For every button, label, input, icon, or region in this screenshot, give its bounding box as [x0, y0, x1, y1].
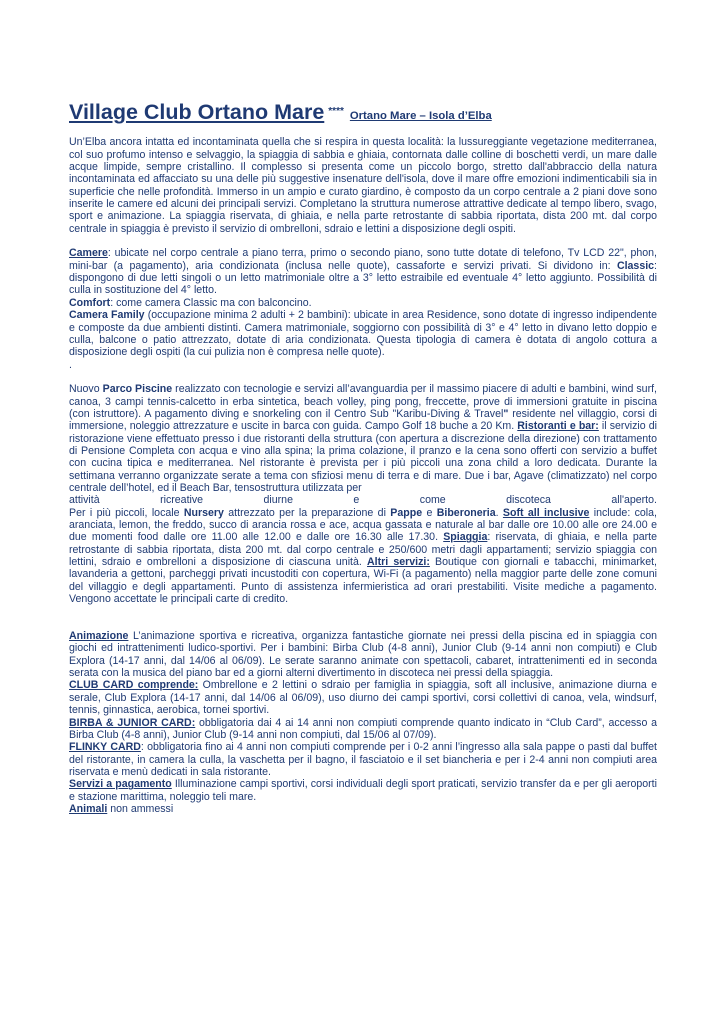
- justified-line: [69, 494, 657, 506]
- servizi-text: Illuminazione campi sportivi, corsi individuali degli sport praticati, servizio transfer da e per gli aeroporti e stazione marittima, noleggio teli mare.: [69, 778, 657, 803]
- clubcard-heading: CLUB CARD comprende:: [69, 679, 199, 692]
- nuovo-text: Nuovo: [69, 383, 103, 396]
- flinky-heading: FLINKY CARD: [69, 741, 141, 754]
- birba-text: obbligatoria dai 4 ai 14 anni non compiuti comprende quanto indicato in “Club Card”, accesso a Birba Club (4-8 anni), Junior Club (9-14 anni non compiuti, dal 15/06 al 07/09).: [69, 716, 657, 741]
- spread-word: attività: [69, 494, 100, 507]
- birba-heading: BIRBA & JUNIOR CARD:: [69, 716, 196, 729]
- parco-text: realizzato con tecnologie e servizi all’avanguardia per il massimo piacere di adulti e bambini, wind surf, canoa, 3 campi tennis-calcetto in erba sintetica, beach volley, ping pong, freccette, prove di immersioni gratuite in piscina (con istruttore). A pagamento diving e snorkeling con il Centro Sub "Karibu-Diving & Travel: [69, 383, 657, 420]
- classic-text: : dispongono di due letti singoli o un letto matrimoniale oltre a 3° letto estraibile ed eventuale 4° letto aggiunto. Possibilità di culla in sostituzione del 4° letto.: [69, 259, 657, 297]
- location-subtitle: Ortano Mare – Isola d’Elba: [349, 110, 492, 122]
- family-paragraph: [69, 309, 657, 358]
- spread-word: discoteca: [506, 494, 551, 507]
- altri-servizi-text: Boutique con giornali e tabacchi, minimarket, lavanderia a gettoni, parcheggi privati incustoditi con copertura, Wi-Fi (a pagamento) nella maggior parte delle zone comuni del villaggio e degli appartamenti. Punto di assistenza infermieristica ad orari prestabiliti. Visite mediche a pagamento. Vengono accettate le principali carte di credito.: [69, 556, 657, 606]
- spread-word: ricreative: [160, 494, 204, 507]
- animali-text: non ammessi: [107, 802, 174, 815]
- e-text: e: [422, 506, 437, 519]
- dot-space: .: [495, 506, 503, 519]
- parco-quote: ": [503, 407, 509, 420]
- spread-word: come: [419, 494, 446, 507]
- birba-paragraph: [69, 717, 657, 742]
- flinky-paragraph: [69, 741, 657, 778]
- parco-heading: Parco Piscine: [102, 383, 173, 396]
- family-text: (occupazione minima 2 adulti + 2 bambini): ubicate in area Residence, sono dotate di ingresso indipendente e composte da due ambienti distinti. Camera matrimoniale, soggiorno con possibilità di 3° e 4° letto in divano letto doppio e culla, balcone o patio attrezzato, dotate di aria condizionata. Questa tipologia di camera è dotata di angolo cottura a disposizione degli ospiti (la cui pulizia non è compresa nelle quote).: [69, 309, 657, 359]
- camere-heading: Camere: [69, 247, 108, 260]
- servizi-paragraph: [69, 778, 657, 803]
- servizi-heading: Servizi a pagamento: [69, 778, 172, 791]
- page-title: Village Club Ortano Mare: [69, 100, 325, 124]
- classic-heading: Classic: [616, 259, 655, 272]
- animazione-heading: Animazione: [69, 630, 129, 643]
- animali-heading: Animali: [69, 802, 108, 815]
- clubcard-paragraph: [69, 679, 657, 716]
- ristoranti-text: il servizio di ristorazione viene effettuato presso i due ristoranti della struttura (con apertura a discrezione della direzione) con trattamento di Pensione Completa con acqua e vino alla spina; la prima colazione, il pranzo e la cena sono offerti con servizio a buffet con cucina tipica e mediterranea. Nel ristorante è prevista per i più piccoli una zona child a loro dedicata. Durante la settimana verranno organizzate serate a tema con sfiziosi menu di terra e di mare. Due i bar, Agave (climatizzato) nel corpo centrale dell’hotel, ed il Beach Bar, tensostruttura utilizzata per: [69, 420, 657, 494]
- spiaggia-text: : riservata, di ghiaia, e nella parte retrostante di sabbia riportata, dista 200 mt. dal corpo centrale e 250/600 metri dagli appartamenti; servizio spiaggia con lettini, sdraio e ombrelloni a disposizione di ciascuna unità.: [69, 531, 657, 569]
- family-heading: Camera Family: [69, 309, 145, 322]
- stray-dot: .: [69, 358, 72, 371]
- pappe-heading: Pappe: [390, 506, 423, 519]
- flinky-text: : obbligatoria fino ai 4 anni non compiuti comprende per i 0-2 anni l’ingresso alla sala pappe o pasti dal buffet del ristorante, in camera la culla, la vaschetta per il bagno, il fasciatoio e il set biancheria e per i 2-4 anni non compiuti area riservata e menù dedicati in sala ristorante.: [69, 741, 657, 778]
- comfort-paragraph: [69, 297, 657, 309]
- nursery-heading: Nursery: [183, 506, 224, 519]
- header: [69, 100, 657, 124]
- clubcard-text: Ombrellone e 2 lettini o sdraio per famiglia in spiaggia, soft all inclusive, animazione diurna e serale, Club Explora (14-17 anni, dal 14/06 al 06/09), uso diurno dei campi sportivi, corsi collettivi di canoa, vela, windsurf, tennis, ginnastica, aerobica, tornei sportivi.: [69, 679, 658, 717]
- nursery-paragraph: [69, 507, 657, 606]
- intro-paragraph: Un’Elba ancora intatta ed incontaminata quella che si respira in questa località: la lussureggiante vegetazione mediterranea, col suo profumo intenso e selvaggio, la spiaggia di sabbia e ghiaia, contornata dalle colline di boschetti verdi, un mare dalle acque limpide, sempre cristallino. Il complesso si presenta come un piccolo borgo, stretto dall'abbraccio della natura incontaminata ed affacciato su una delle più suggestive insenature dell'isola, dove il mare offre emozioni indimenticabili sia in superficie che nelle profondità. Immerso in un ampio e curato giardino, è composto da un corpo centrale a 2 piani dove sono inserite le camere ed alcuni dei principali servizi. Completano la struttura numerose attrattive dedicate al tempo libero, svago, sport e animazione. La spiaggia riservata, di ghiaia, e nella parte retrostante di sabbia riportata, dista 200 mt. dal corpo centrale in spiaggia è previsto il servizio di ombrelloni, sdraio e lettini a disposizione degli ospiti.: [69, 136, 657, 235]
- camere-paragraph: [69, 247, 657, 296]
- star-rating: ****: [328, 106, 344, 117]
- spread-word: all'aperto.: [611, 494, 657, 507]
- per-text: Per i più piccoli, locale: [69, 506, 184, 519]
- camere-text: : ubicate nel corpo centrale a piano terra, primo o secondo piano, sono tutte dotate di telefono, Tv LCD 22", phon, mini-bar (a pagamento), aria condizionata (inclusa nelle quote), cassaforte e servizi privati. Si dividono in:: [69, 247, 657, 272]
- spiaggia-heading: Spiaggia: [443, 531, 488, 544]
- spread-word: diurne: [263, 494, 293, 507]
- biberoneria-heading: Biberoneria: [436, 506, 496, 519]
- document-page: [69, 100, 658, 815]
- comfort-heading: Comfort: [69, 296, 111, 309]
- altri-servizi-heading: Altri servizi:: [367, 556, 430, 569]
- animazione-paragraph: [69, 630, 657, 679]
- services-paragraph: [69, 383, 657, 494]
- spread-word: e: [353, 494, 360, 507]
- animazione-text: L’animazione sportiva e ricreativa, organizza fantastiche giornate nei pressi della piscina ed in spiaggia con giochi ed intrattenimenti ludico-sportivi. Per i bambini: Birba Club (4-8 anni), Junior Club (9-14 anni non compiuti) e Club Explora (14-17 anni, dal 14/06 al 06/09). Le serate saranno animate con spettacoli, cabaret, intrattenimenti ed in seconda serata con la musica del piano bar ed a giorni alterni divertimento in discoteca nei pressi della spiaggia.: [69, 630, 657, 680]
- soft-heading: Soft all inclusive: [502, 506, 590, 519]
- comfort-text: : come camera Classic ma con balconcino.: [110, 296, 312, 309]
- nursery-text: attrezzato per la preparazione di: [223, 506, 391, 519]
- ristoranti-heading: Ristoranti e bar:: [517, 420, 599, 433]
- animali-paragraph: [69, 803, 657, 815]
- soft-text: include: cola, aranciata, lemon, the freddo, succo di arancia rossa e ace, acqua gassata e naturale al bar dalle ore 10.00 alle ore 24.00 e due momenti food dalle ore 11.00 alle 12.00 e dalle ore 16.30 alle 17.30.: [69, 506, 658, 544]
- parco-text-2: residente nel villaggio, corsi di immersione, noleggio attrezzature e uscite in barca con guida. Campo Golf 18 buche a 20 Km.: [69, 407, 657, 433]
